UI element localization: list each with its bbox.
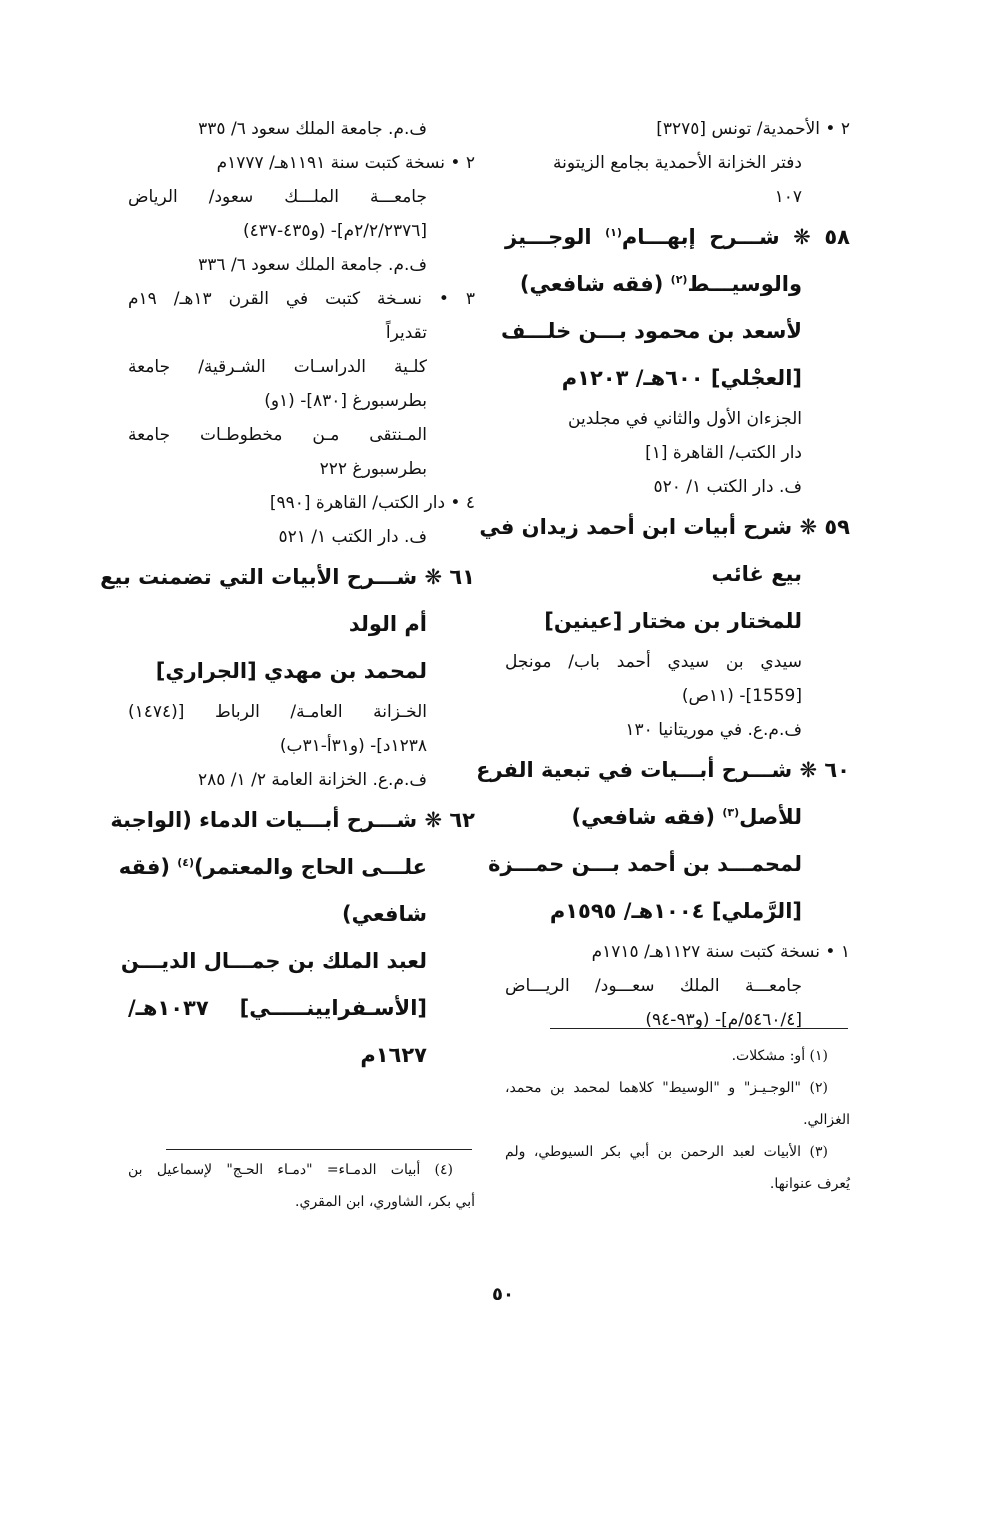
entry-text-line [128,384,475,418]
entry-text-line [505,436,850,470]
line-text: للأصل [739,805,802,829]
line-text: [1559]- (١١ص) [681,686,802,706]
entry-heading-line [476,747,850,794]
entry-text-line [505,679,850,713]
footnote-line: (١) أو: مشكلات. [731,1048,828,1064]
line-text: الجزءان الأول والثاني في مجلدين [568,409,802,429]
line-text: بيع غائب [711,562,802,586]
line-text: ١٦٢٧م [360,1043,427,1067]
footnote-marker: (٣) [722,806,740,819]
entry-text-line [128,695,475,729]
line-text: [٥٤٦٠/٤/م]- (و٩٣-٩٤) [645,1010,802,1030]
entry-text-line [128,180,475,214]
line-text: المـنتقى مـن مخطوطـات جامعة [128,425,427,445]
line-text: [الأسـفرايينـــــي] ١٠٣٧هـ/ [128,996,427,1020]
entry-heading-line [128,601,475,648]
line-text: كلـية الدراسـات الشـرقية/ جامعة [128,357,427,377]
entry-heading-line [479,504,850,551]
entry-text-line [505,935,850,969]
entry-text-line [505,112,850,146]
entry-text-line [128,418,475,452]
line-text-tail: (فقه [118,855,178,879]
line-text: ف.م. جامعة الملك سعود ٦/ ٣٣٥ [198,119,427,139]
line-text: دار الكتب/ القاهرة [١] [645,443,802,463]
entry-text-line [128,316,475,350]
line-text-tail: (فقه شافعي) [571,805,723,829]
right-column [476,112,850,1037]
line-text: لأسعد بن محمود بـــن خلـــف [500,319,802,343]
entry-heading-line [128,1032,475,1079]
line-text: ٦٠ ❋ شـــرح أبـــيات في تبعية الفرع [476,758,850,782]
entry-text-line [128,520,475,554]
entry-heading-line [118,844,475,891]
line-text: [الرَّملي] ١٠٠٤هـ/ ١٥٩٥م [549,899,802,923]
left-column [100,112,476,1079]
entry-heading-line [128,648,475,695]
footnote-line: (٤) أبيات الدمـاء= "دمـاء الحـج" لإسماعيل بن [128,1162,453,1178]
line-text: جامعـــة الملـــك سعود/ الرياض [128,187,427,207]
line-text-tail: الوجـــيز [505,225,606,249]
line-text: ف. دار الكتب ١/ ٥٢٠ [653,477,802,497]
entry-heading-line [500,308,850,355]
entry-text-line [505,470,850,504]
entry-text-line [505,146,850,180]
line-text: شافعي) [342,902,427,926]
entry-heading-line [128,985,475,1032]
entry-heading-line [488,841,850,888]
entry-text-line [128,452,475,486]
entry-text-line [128,486,475,520]
line-text: ٣ • نسـخة كتبت في القرن ١٣هـ/ ١٩م [128,289,476,309]
line-text: تقديراً [385,323,427,343]
line-text: أم الولد [348,612,427,636]
line-text: للمختار بن مختار [عينين] [544,609,802,633]
line-text: ٢ • نسخة كتبت سنة ١١٩١هـ/ ١٧٧٧م [216,153,475,173]
footnote-line: (٣) الأبيات لعبد الرحمن بن أبي بكر السيوطي، ولم [505,1144,828,1160]
entry-heading-line [120,938,475,985]
footnote-marker: (٢) [670,273,688,286]
entry-text-line [128,282,475,316]
line-text: دفتر الخزانة الأحمدية بجامع الزيتونة [553,153,802,173]
entry-text-line [505,180,850,214]
footnote-line: الغزالي. [803,1112,850,1128]
line-text: ١ • نسخة كتبت سنة ١١٢٧هـ/ ١٧١٥م [591,942,850,962]
footnotes-left [128,1154,475,1218]
line-text: بطرسبورغ ٢٢٢ [319,459,427,479]
footnote-separator-right [550,1028,848,1029]
entry-heading-line [110,797,475,844]
entry-heading-line [128,891,475,938]
entry-heading-line [505,551,850,598]
footnote-line: أبي بكر، الشاوري، ابن المقري. [295,1194,475,1210]
line-text: جامعـــة الملك سعـــود/ الريـــاض [505,976,802,996]
line-text: ٦١ ❋ شـــرح الأبيات التي تضمنت بيع [100,565,475,589]
line-text: [العجْلي] ٦٠٠هـ/ ١٢٠٣م [561,366,802,390]
entry-heading-line [505,355,850,402]
entry-heading-line [505,794,850,841]
footnote-line: يُعرف عنوانها. [769,1176,850,1192]
line-text: ف. دار الكتب ١/ ٥٢١ [278,527,427,547]
line-text: الخـزانة العامـة/ الرباط [(١٤٧٤) [128,702,427,722]
entry-heading-line [100,554,475,601]
line-text: لمحمـــد بن أحمد بـــن حمـــزة [488,852,802,876]
line-text: بطرسبورغ [٨٣٠]- (١و) [264,391,427,411]
line-text: ١٢٣٨د]- (و٣١أ-٣١ب) [279,736,427,756]
footnote-marker: (١) [605,226,622,239]
entry-text-line [128,729,475,763]
line-text: لمحمد بن مهدي [الجراري] [155,659,427,683]
entry-text-line [128,350,475,384]
footnotes-right [505,1040,850,1200]
entry-text-line [505,402,850,436]
line-text-tail: (فقه شافعي) [519,272,671,296]
line-text: لعبد الملك بن جمـــال الديـــن [120,949,427,973]
entry-text-line [128,763,475,797]
line-text: ف.م. جامعة الملك سعود ٦/ ٣٣٦ [198,255,427,275]
footnote-marker: (٤) [177,856,195,869]
line-text: ٥٨ ❋ شـــرح إبهـــام [621,225,850,249]
entry-heading-line [505,214,850,261]
footnote-separator-left [166,1149,472,1150]
line-text: ٥٩ ❋ شرح أبيات ابن أحمد زيدان في [479,515,850,539]
line-text: والوسيـــط [687,272,802,296]
line-text: ٦٢ ❋ شـــرح أبـــيات الدماء (الواجبة [110,808,475,832]
line-text: ف.م.ع. الخزانة العامة ٢/ ١/ ٢٨٥ [197,770,427,790]
line-text: ٢ • الأحمدية/ تونس [٣٢٧٥] [656,119,850,139]
entry-text-line [505,713,850,747]
line-text: ف.م.ع. في موريتانيا ١٣٠ [625,720,802,740]
entry-heading-line [505,888,850,935]
line-text: [٢/٢/٢٣٧٦م]- (و٤٣٥-٤٣٧) [242,221,427,241]
entry-heading-line [505,598,850,645]
page-number: ٥٠ [492,1284,514,1305]
line-text: ١٠٧ [774,187,802,207]
entry-heading-line [505,261,850,308]
entry-text-line [128,146,475,180]
entry-text-line [128,248,475,282]
line-text: علـــى الحاج والمعتمر) [194,855,427,879]
entry-text-line [505,1003,850,1037]
footnote-line: (٢) "الوجـيـز" و "الوسيط" كلاهما لمحمد بن محمد، [505,1080,828,1096]
line-text: سيدي بن سيدي أحمد باب/ مونجل [505,652,802,672]
entry-text-line [505,645,850,679]
entry-text-line [128,112,475,146]
entry-text-line [128,214,475,248]
line-text: ٤ • دار الكتب/ القاهرة [٩٩٠] [269,493,475,513]
entry-text-line [505,969,850,1003]
